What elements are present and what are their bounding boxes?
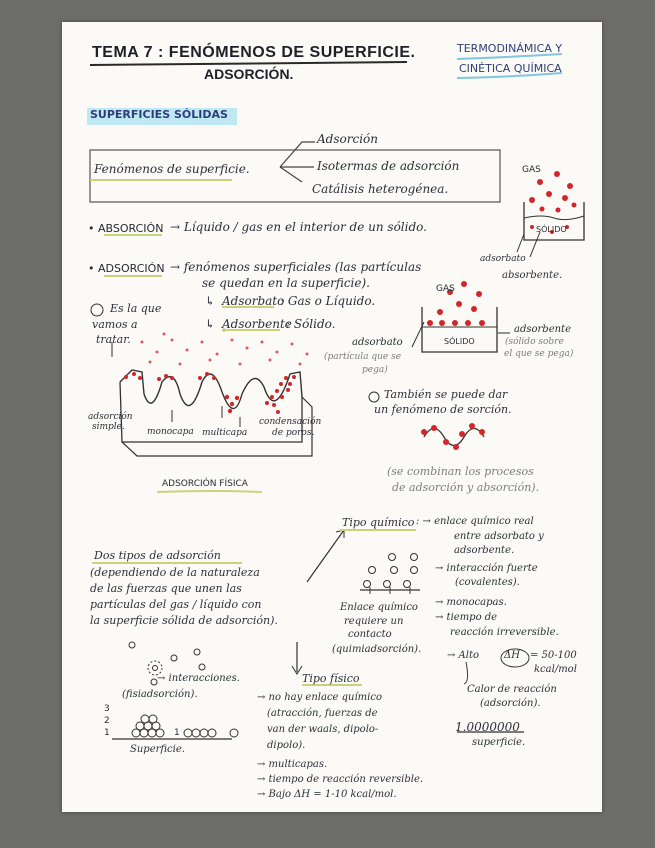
layer-num-3: 3 bbox=[104, 704, 110, 714]
notebook-page bbox=[62, 22, 602, 812]
quimico-fuerte1: → interacción fuerte bbox=[435, 563, 538, 574]
box-item-catalisis: Catálisis heterogénea. bbox=[312, 182, 449, 196]
big-number: 1.0000000 bbox=[455, 720, 520, 734]
monocapa-label: monocapa bbox=[147, 427, 194, 437]
sorcion-note1: (se combinan los procesos bbox=[387, 465, 534, 478]
adsorcion-term: ADSORCIÓN bbox=[98, 262, 165, 275]
adsorbente-label-mid: adsorbente bbox=[514, 324, 571, 335]
enlace-line1: Enlace químico bbox=[340, 602, 418, 613]
page-title: TEMA 7 : FENÓMENOS DE SUPERFICIE. bbox=[92, 44, 416, 61]
bullet-adsorcion: • bbox=[88, 262, 95, 275]
fisico-line3: van der waals, dipolo- bbox=[267, 724, 379, 735]
box-item-adsorcion: Adsorción bbox=[317, 132, 378, 146]
multicapa-label: multicapa bbox=[202, 428, 248, 438]
delta-unit: kcal/mol bbox=[534, 664, 577, 675]
simple-label1: adsorción bbox=[88, 412, 133, 422]
superficie-right: superficie. bbox=[472, 737, 526, 748]
tiempo-line2: reacción irreversible. bbox=[450, 627, 559, 638]
quimico-def1: : → enlace químico real bbox=[416, 516, 534, 527]
sorcion-line1: También se puede dar bbox=[384, 388, 508, 401]
layer-num-1: 1 bbox=[104, 728, 110, 738]
tiempo-line1: → tiempo de bbox=[435, 612, 498, 623]
adsorbato-label-mid: adsorbato bbox=[352, 337, 403, 348]
box-item-isotermas: Isotermas de adsorción bbox=[317, 159, 460, 173]
adsorbato-label-right: adsorbato bbox=[480, 254, 526, 264]
gas-label-mid: GAS bbox=[436, 284, 455, 294]
delta-symbol: ΔH bbox=[504, 650, 520, 661]
quimico-def3: adsorbente. bbox=[454, 545, 515, 556]
condensacion-label1: condensación bbox=[259, 417, 322, 427]
side-note-2: vamos a bbox=[92, 318, 138, 331]
fisico-heading: Tipo físico bbox=[302, 672, 360, 685]
sorcion-line2: un fenómeno de sorción. bbox=[374, 403, 512, 416]
bullet-absorcion: • bbox=[88, 222, 95, 235]
enlace-line3: contacto bbox=[348, 629, 392, 640]
sorcion-note2: de adsorción y absorción). bbox=[392, 481, 540, 494]
fisico-line2: (atracción, fuerzas de bbox=[267, 708, 378, 719]
adsorbed-particles bbox=[124, 372, 296, 414]
fisiadsorcion-label: (fisiadsorción). bbox=[122, 689, 198, 700]
box-main: Fenómenos de superficie. bbox=[94, 162, 250, 176]
condensacion-label2: de poros. bbox=[272, 428, 315, 438]
adsorcion-def2: se quedan en la superficie). bbox=[202, 276, 370, 290]
layer-num-1b: 1 bbox=[174, 728, 180, 738]
quimico-heading: Tipo químico bbox=[342, 516, 415, 529]
interacciones-label: → interacciones. bbox=[157, 673, 240, 684]
side-note-3: tratar. bbox=[96, 333, 131, 346]
fisico-line7: → Bajo ΔH = 1-10 kcal/mol. bbox=[257, 789, 397, 800]
section-heading: SUPERFICIES SÓLIDAS bbox=[90, 108, 228, 121]
quimico-fuerte2: (covalentes). bbox=[455, 577, 520, 588]
side-note-1: Es la que bbox=[110, 302, 162, 315]
adsorbente-arrow: ↳ bbox=[205, 317, 216, 331]
page-title-line2: ADSORCIÓN. bbox=[204, 66, 294, 82]
monocapas-label: → monocapas. bbox=[435, 597, 507, 608]
fisico-line5: → multicapas. bbox=[257, 759, 328, 770]
tipos-line2: de las fuerzas que unen las bbox=[90, 582, 242, 595]
absorcion-def: → Líquido / gas en el interior de un sólido. bbox=[170, 220, 427, 234]
adsorbato-note1: (partícula que se bbox=[324, 352, 402, 362]
solido-label-right: SÓLIDO bbox=[536, 225, 567, 234]
gas-cloud bbox=[141, 329, 309, 366]
adsorbente-note2: el que se pega) bbox=[504, 349, 574, 359]
quimico-def2: entre adsorbato y bbox=[454, 531, 544, 542]
subject-line2: CINÉTICA QUÍMICA bbox=[459, 62, 562, 75]
tipos-line1: (dependiendo de la naturaleza bbox=[90, 566, 260, 579]
adsorbente-term: Adsorbente bbox=[222, 317, 292, 331]
enlace-line4: (quimiadsorción). bbox=[332, 644, 422, 655]
adsorcion-def1: → fenómenos superficiales (las partículas bbox=[170, 260, 422, 274]
enlace-line2: requiere un bbox=[344, 616, 404, 627]
adsorbato-note2: pega) bbox=[362, 365, 388, 375]
subject-line1: TERMODINÁMICA Y bbox=[457, 42, 563, 55]
fisico-line4: dipolo). bbox=[267, 740, 306, 751]
simple-label2: simple. bbox=[92, 422, 125, 432]
solido-label-mid: SÓLIDO bbox=[444, 337, 475, 346]
adsorbato-arrow: ↳ bbox=[205, 294, 216, 308]
tipos-heading: Dos tipos de adsorción bbox=[94, 549, 221, 562]
absorbente-label-right: absorbente. bbox=[502, 270, 563, 281]
superficie-left: Superficie. bbox=[130, 744, 185, 755]
delta-arrow-alto: → Alto bbox=[447, 650, 480, 661]
calor-line2: (adsorción). bbox=[480, 698, 541, 709]
calor-line1: Calor de reacción bbox=[467, 684, 557, 695]
adsorcion-fisica-caption: ADSORCIÓN FÍSICA bbox=[162, 479, 248, 489]
adsorbente-note1: (sólido sobre bbox=[505, 337, 564, 347]
layer-num-2: 2 bbox=[104, 716, 110, 726]
delta-value: = 50-100 bbox=[530, 650, 577, 661]
adsorbato-term: Adsorbato bbox=[222, 294, 285, 308]
gas-label-right: GAS bbox=[522, 165, 541, 175]
tipos-line3: partículas del gas / líquido con bbox=[90, 598, 262, 611]
fisico-line6: → tiempo de reacción reversible. bbox=[257, 774, 424, 785]
tipos-line4: la superficie sólida de adsorción). bbox=[90, 614, 278, 627]
adsorbato-def: : Gas o Líquido. bbox=[280, 294, 376, 308]
absorcion-term: ABSORCIÓN bbox=[98, 222, 164, 235]
adsorbente-def: : Sólido. bbox=[286, 317, 336, 331]
fisico-line1: → no hay enlace químico bbox=[257, 692, 382, 703]
